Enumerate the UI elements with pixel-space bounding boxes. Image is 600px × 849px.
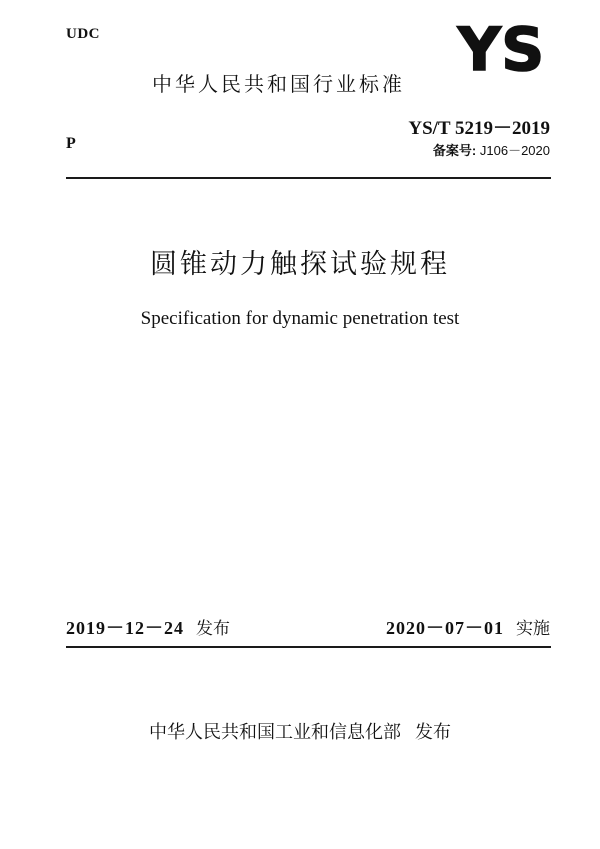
issue-date-line — [66, 614, 230, 640]
standard-class: 中华人民共和国行业标准 — [152, 72, 405, 96]
ys-logo — [450, 20, 552, 78]
filing-number: J106－2020 — [479, 143, 550, 158]
title-chinese: 圆锥动力触探试验规程 — [150, 249, 450, 280]
top-divider — [66, 177, 551, 179]
title-english: Specification for dynamic penetration test — [140, 308, 460, 329]
publisher-label: 发布 — [415, 722, 451, 743]
category-code: P — [66, 135, 76, 152]
filing-number-line — [433, 140, 550, 159]
bottom-divider — [66, 646, 551, 648]
udc-label: UDC — [66, 26, 100, 42]
publisher-line — [0, 718, 600, 744]
issue-date: 2019－12－24 — [66, 618, 184, 638]
standard-number: YS/T 5219－2019 — [408, 118, 550, 139]
ys-logo-text: YS — [457, 20, 545, 78]
publisher-name: 中华人民共和国工业和信息化部 — [149, 722, 401, 743]
filing-label: 备案号: — [432, 143, 477, 158]
implementation-label: 实施 — [516, 619, 550, 639]
issue-label: 发布 — [196, 619, 230, 639]
implementation-date-line — [386, 614, 550, 640]
implementation-date: 2020－07－01 — [386, 618, 504, 638]
